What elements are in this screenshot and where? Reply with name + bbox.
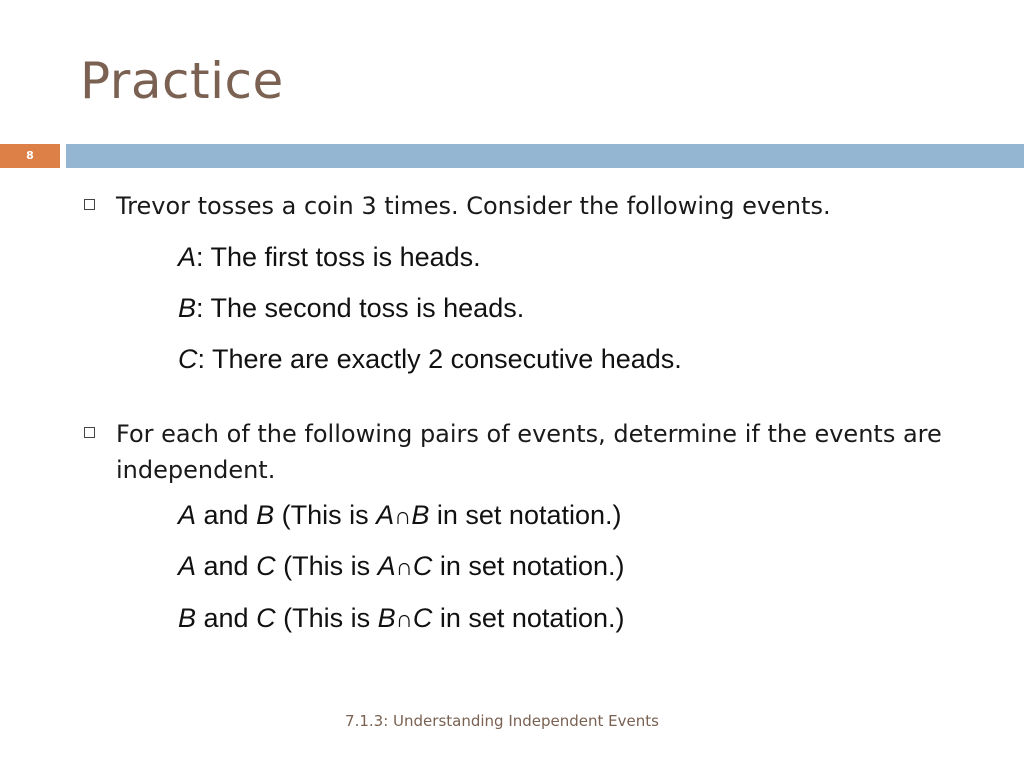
intersection-symbol: ∩ [395,606,413,633]
pair-bc [178,603,624,634]
notation-var: C [412,603,433,633]
intersection-symbol: ∩ [395,554,413,581]
pair-pre: (This is [274,500,377,530]
slide-title: Practice [80,52,284,110]
pair-pre: (This is [275,603,378,633]
pair-post: in set notation.) [432,603,625,633]
pair-var: C [256,603,276,633]
bullet-2 [84,416,984,492]
pair-and: and [196,603,257,633]
pair-var: B [256,500,275,530]
notation-var: B [411,500,430,530]
pair-and: and [196,500,257,530]
event-var: B [178,293,197,323]
pair-post: in set notation.) [432,551,625,581]
pair-var: A [178,551,197,581]
bullet-square-icon [84,199,95,210]
notation-var: A [377,551,396,581]
pair-var: A [178,500,197,530]
notation-var: B [377,603,396,633]
pair-ac [178,551,624,582]
pair-post: in set notation.) [429,500,622,530]
bullet-2-text: For each of the following pairs of events, determine if the events are independent. [116,420,942,484]
event-b [178,293,524,324]
bullet-1-text: Trevor tosses a coin 3 times. Consider the following events. [116,192,831,220]
slide-footer: 7.1.3: Understanding Independent Events [345,712,659,730]
event-var: C [178,344,198,374]
intersection-symbol: ∩ [394,503,412,530]
notation-var: C [412,551,433,581]
slide-number: 8 [0,144,60,168]
event-text: : There are exactly 2 consecutive heads. [197,344,682,374]
event-c [178,344,682,375]
pair-ab [178,500,622,531]
title-divider-bar [66,144,1024,168]
event-text: : The second toss is heads. [196,293,525,323]
event-var: A [178,242,197,272]
pair-and: and [196,551,257,581]
pair-var: B [178,603,197,633]
pair-var: C [256,551,276,581]
pair-pre: (This is [275,551,378,581]
bullet-square-icon [84,427,95,438]
event-a [178,242,481,273]
event-text: : The first toss is heads. [196,242,481,272]
bullet-1 [84,188,984,228]
notation-var: A [376,500,395,530]
